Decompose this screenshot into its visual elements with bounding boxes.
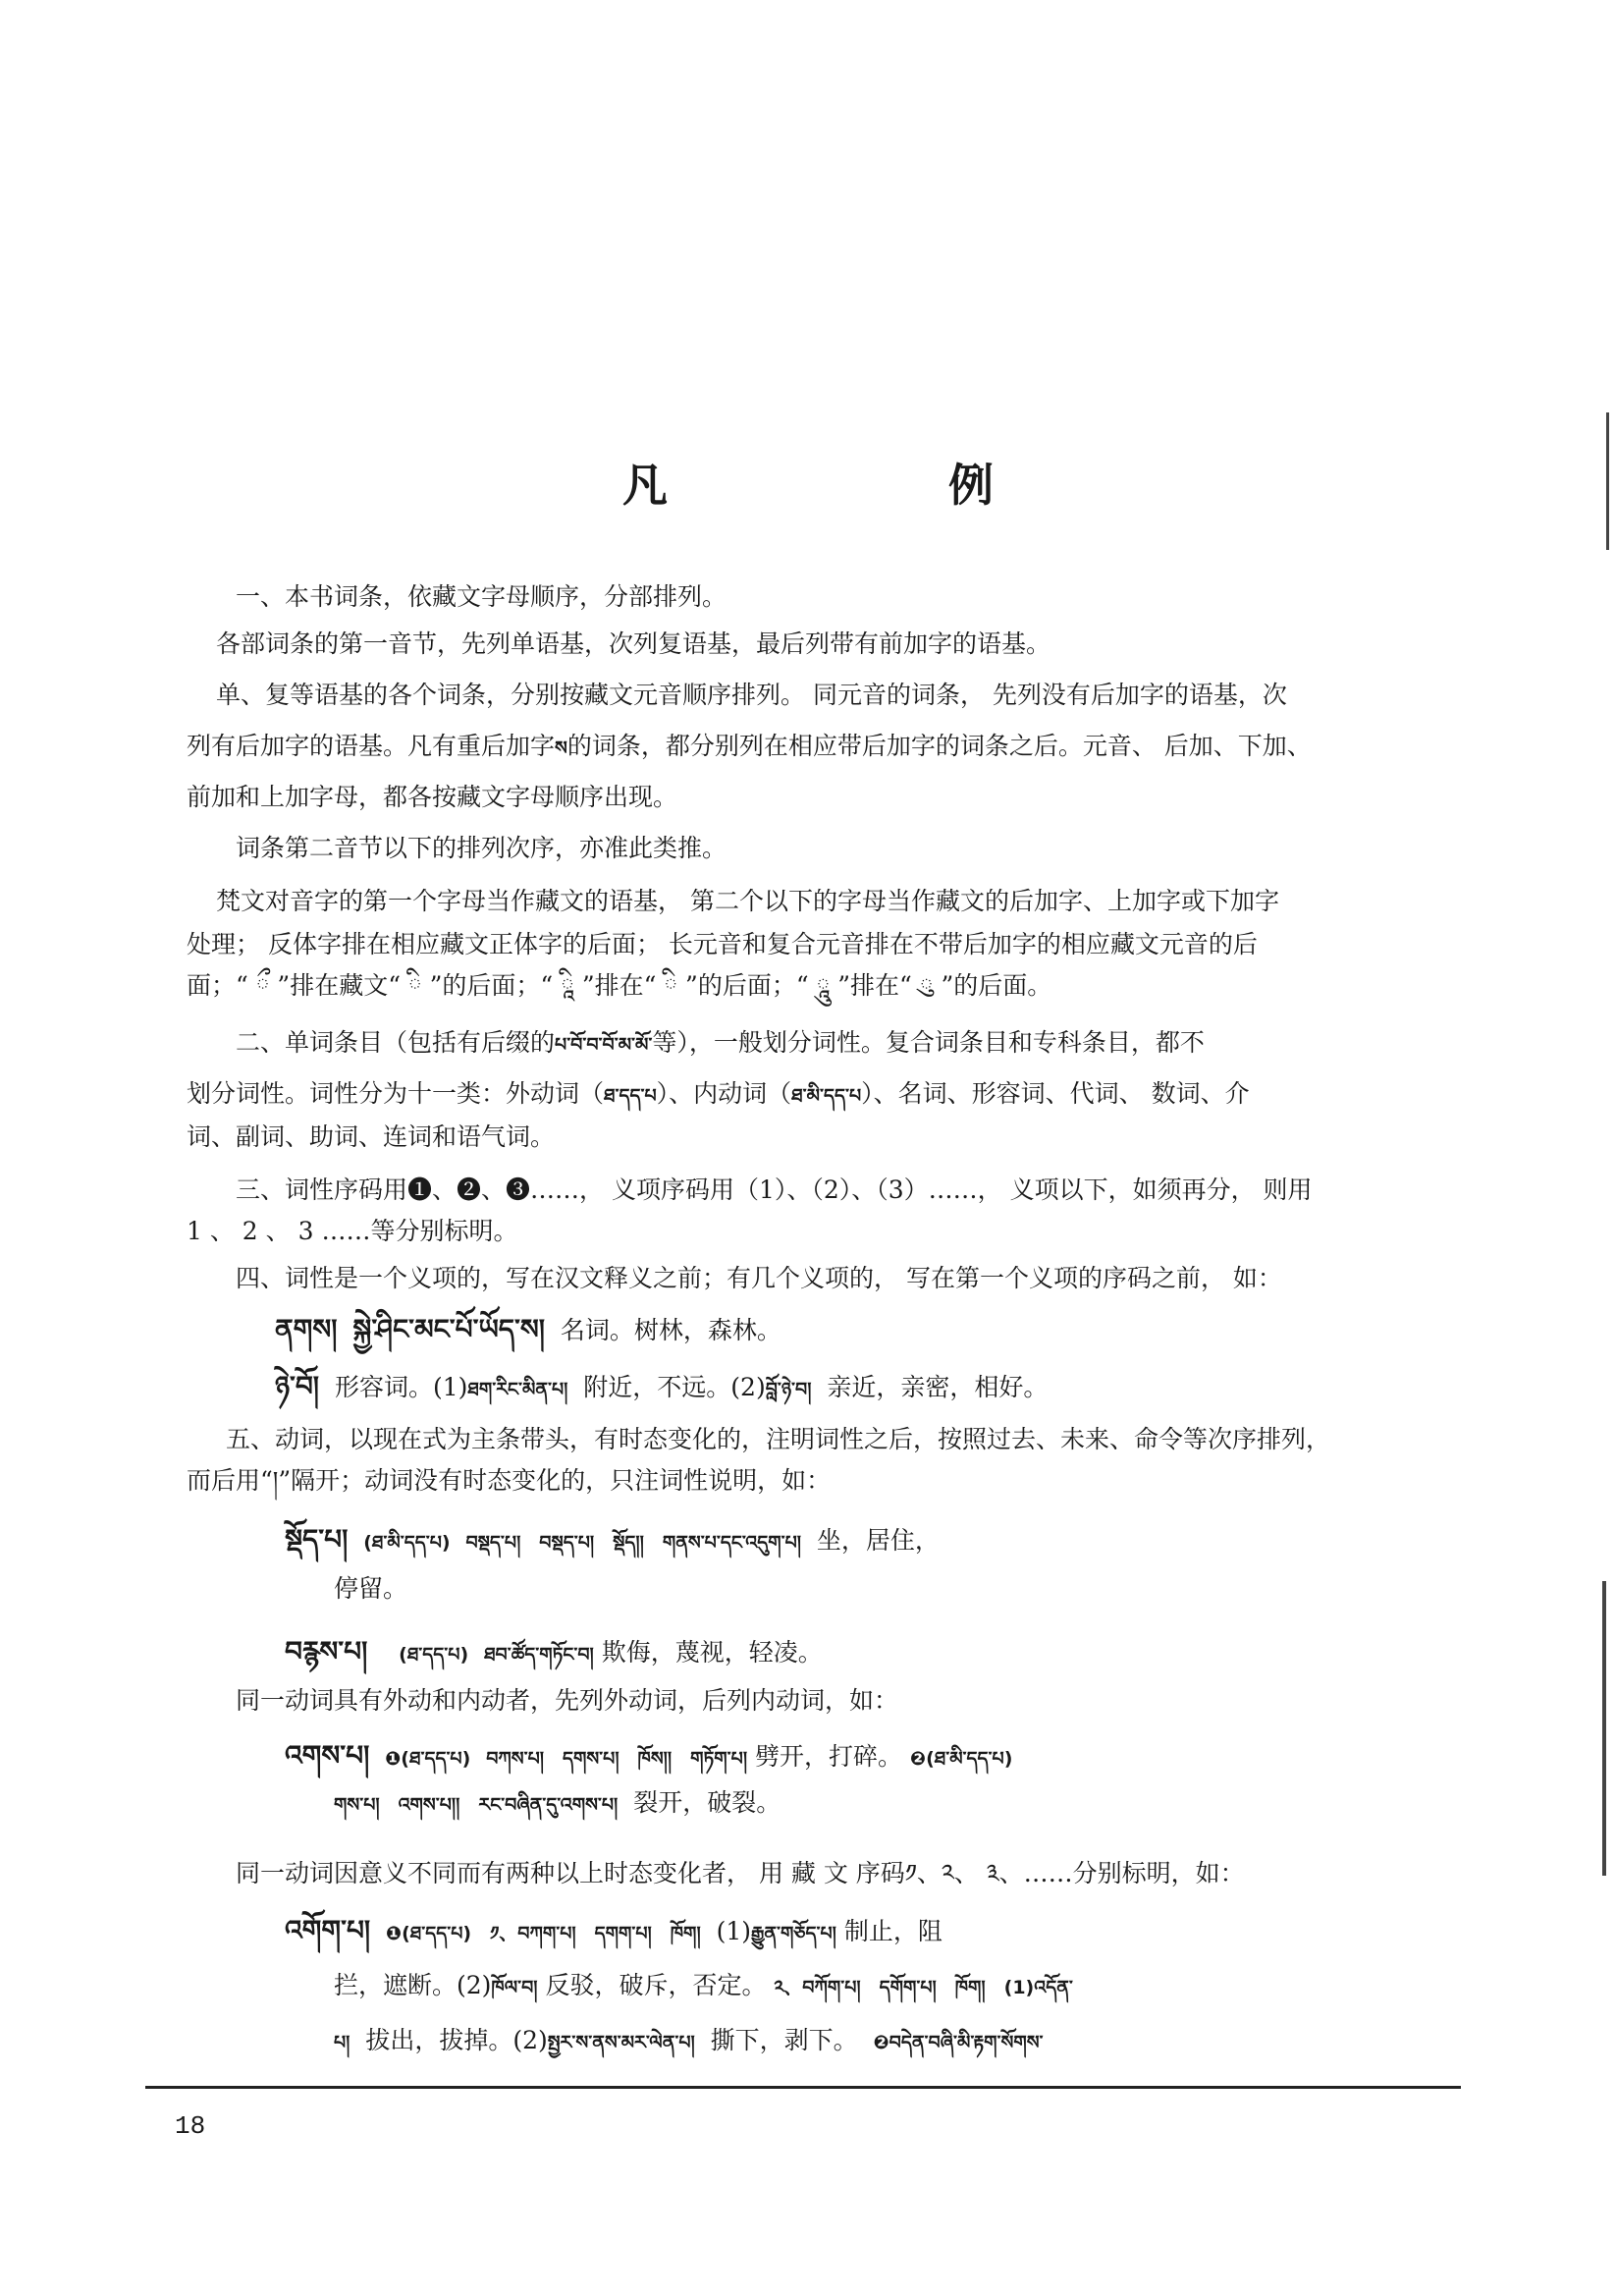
tibetan-headword: འགས་པ། — [285, 1739, 370, 1772]
text: 拦，遮断。(2) — [334, 1971, 492, 1999]
rule-line-3: 单、复等语基的各个词条，分别按藏文元音顺序排列。 同元音的词条， 先列没有后加字的语基，次 — [216, 681, 1287, 709]
rule-line-11 — [187, 1074, 1250, 1116]
tibetan-text: བཀས་པ། དགས་པ། ཁོས།། གཏོག་པ། — [486, 1748, 748, 1770]
definition: 亲近，亲密，相好。 — [827, 1373, 1049, 1401]
tibetan-text: (ཐ་མི་དད་པ) — [363, 1532, 451, 1554]
example-6-cont-2 — [334, 2021, 1044, 2062]
rule-line-13: 三、词性序码用❶、❷、❸……， 义项序码用（1）、（2）、（3）……， 义项以下，如须再分， 则用 — [236, 1175, 1313, 1204]
tibetan-text: ❷བདེན་བཞི་མི་རྟག་སོགས་ — [873, 2032, 1044, 2053]
definition: 劈开，打碎。 — [755, 1742, 903, 1771]
tibetan-text: པ། — [334, 2032, 350, 2053]
tibetan-text: ཐབ་ཚོད་གཏོང་བ། — [484, 1644, 594, 1666]
tibetan-headword: འགོག་པ། — [285, 1914, 371, 1946]
tibetan-text: ❶(ཐ་དད་པ) — [385, 1748, 471, 1770]
text: (1) — [716, 1917, 751, 1945]
rule-line-2: 各部词条的第一音节，先列单语基，次列复语基，最后列带有前加字的语基。 — [216, 629, 1051, 658]
tibetan-text: འདོན་ — [1034, 1977, 1073, 1998]
text: 附近，不远。(2) — [583, 1373, 766, 1401]
page-number: 18 — [175, 2111, 206, 2141]
rule-line-4 — [187, 727, 1312, 768]
definition: 坐，居住， — [816, 1526, 940, 1555]
definition: 名词。树林，森林。 — [560, 1316, 781, 1344]
tibetan-headword: སྡོད་པ། — [285, 1523, 349, 1556]
page-title: 凡 例 — [622, 459, 1111, 512]
definition: 撕下，剥下。 — [710, 2026, 858, 2054]
example-2 — [275, 1367, 1048, 1409]
rule-line-8: 处理； 反体字排在相应藏文正体字的后面； 长元音和复合元音排在不带后加字的相应藏文元音的后 — [187, 930, 1258, 958]
tibetan-text: པ་བོ་བ་བོ་མ་མོ་ — [555, 1034, 653, 1056]
example-6-cont-1 — [334, 1966, 1073, 2007]
tibetan-text: (ཐ་དད་པ) — [399, 1644, 469, 1666]
rule-line-12: 词、副词、助词、连词和语气词。 — [187, 1122, 556, 1151]
scan-edge-mark — [1606, 412, 1609, 550]
tibetan-text: གས་པ། འགས་པ།། རང་བཞིན་དུ་འགས་པ། — [334, 1794, 619, 1816]
example-3 — [285, 1520, 940, 1562]
tibetan-text: སྤྱར་ས་ནས་མར་ལེན་པ། — [547, 2032, 695, 2053]
rule-line-16: 五、动词，以现在式为主条带头，有时态变化的，注明词性之后，按照过去、未来、命令等次序排列， — [226, 1425, 1331, 1453]
rule-line-9: 面；“ ྀ ”排在藏文“ ི ”的后面；“ ཱི ”排在“ ི ”的后面；“ ཱུ ”排在“ ུ ”的后面。 — [187, 971, 1052, 1000]
definition: 欺侮，蔑视，轻凌。 — [601, 1638, 823, 1667]
tibetan-headword: བརྙས་པ། — [285, 1635, 368, 1667]
text: 列有后加字的语基。凡有重后加字 — [187, 732, 556, 760]
scan-edge-mark — [1602, 1581, 1606, 1876]
tibetan-text: བསྡད་པ། བསྡད་པ། སྡོད།། གནས་པ་དང་འདུག་པ། — [465, 1532, 801, 1554]
rule-line-19: 同一动词因意义不同而有两种以上时态变化者， 用 藏 文 序码༡、༢、 ༣、……分别标明，如： — [236, 1859, 1245, 1887]
rule-line-6: 词条第二音节以下的排列次序，亦准此类推。 — [236, 834, 727, 862]
text: 的词条，都分别列在相应带后加字的词条之后。元音、 后加、下加、 — [566, 732, 1312, 760]
tibetan-text: སྐྱེ་ཤིང་མང་པོ་ཡོད་ས། — [352, 1313, 546, 1345]
example-1 — [275, 1310, 781, 1350]
tibetan-text: ཐ་དད་པ — [604, 1085, 657, 1107]
rule-line-10 — [236, 1023, 1205, 1065]
footer-rule — [145, 2086, 1461, 2089]
tibetan-text: ༢、བཀོག་པ། དགོག་པ། ཁོག། (1) — [774, 1977, 1035, 1998]
example-6 — [285, 1911, 943, 1953]
tibetan-text: ❶(ཐ་དད་པ) ༡、བཀག་པ། དགག་པ། ཁོག། — [386, 1923, 701, 1944]
rule-line-15: 四、词性是一个义项的，写在汉文释义之前；有几个义项的， 写在第一个义项的序码之前， 如： — [236, 1264, 1282, 1292]
example-5-cont — [334, 1783, 781, 1825]
text: 等），一般划分词性。复合词条目和专科条目，都不 — [652, 1028, 1205, 1057]
rule-line-18: 同一动词具有外动和内动者，先列外动词，后列内动词，如： — [236, 1686, 899, 1715]
definition: 制止，阻 — [843, 1917, 943, 1945]
text: 拔出，拔掉。(2) — [365, 2026, 548, 2054]
tibetan-text: ❷(ཐ་མི་དད་པ) — [909, 1748, 1013, 1770]
example-4 — [285, 1632, 823, 1674]
text: ）、内动词（ — [656, 1079, 792, 1108]
tibetan-text: ཁོལ་བ། — [491, 1977, 538, 1998]
tibetan-text: ཐ་མི་དད་པ — [791, 1085, 862, 1107]
text: 二、单词条目（包括有后缀的 — [236, 1028, 556, 1057]
tibetan-text: བློ་ཉེ་བ། — [765, 1379, 812, 1400]
rule-line-14: 1 、 2 、 3 ……等分别标明。 — [187, 1217, 518, 1245]
text: 划分词性。词性分为十一类：外动词（ — [187, 1079, 605, 1108]
text: ）、名词、形容词、代词、 数词、介 — [861, 1079, 1250, 1108]
tibetan-text: རྒྱུན་གཅོད་པ། — [750, 1923, 836, 1944]
example-5 — [285, 1736, 1012, 1778]
rule-line-17: 而后用“།”隔开；动词没有时态变化的，只注词性说明，如： — [187, 1466, 832, 1495]
text: 形容词。(1) — [334, 1373, 468, 1401]
tibetan-text: ས — [555, 738, 567, 759]
definition: 裂开，破裂。 — [633, 1788, 781, 1817]
tibetan-headword: ནགས། — [275, 1313, 338, 1345]
rule-line-7: 梵文对音字的第一个字母当作藏文的语基， 第二个以下的字母当作藏文的后加字、上加字或下加字 — [216, 887, 1279, 915]
tibetan-text: ཐག་རིང་མིན་པ། — [467, 1379, 568, 1400]
definition: 反驳，破斥，否定。 — [545, 1971, 767, 1999]
rule-line-5: 前加和上加字母，都各按藏文字母顺序出现。 — [187, 783, 678, 811]
tibetan-headword: ཉེ་བོ། — [275, 1370, 320, 1402]
rule-line-1: 一、本书词条，依藏文字母顺序，分部排列。 — [236, 582, 727, 611]
example-3-cont: 停留。 — [334, 1574, 408, 1603]
